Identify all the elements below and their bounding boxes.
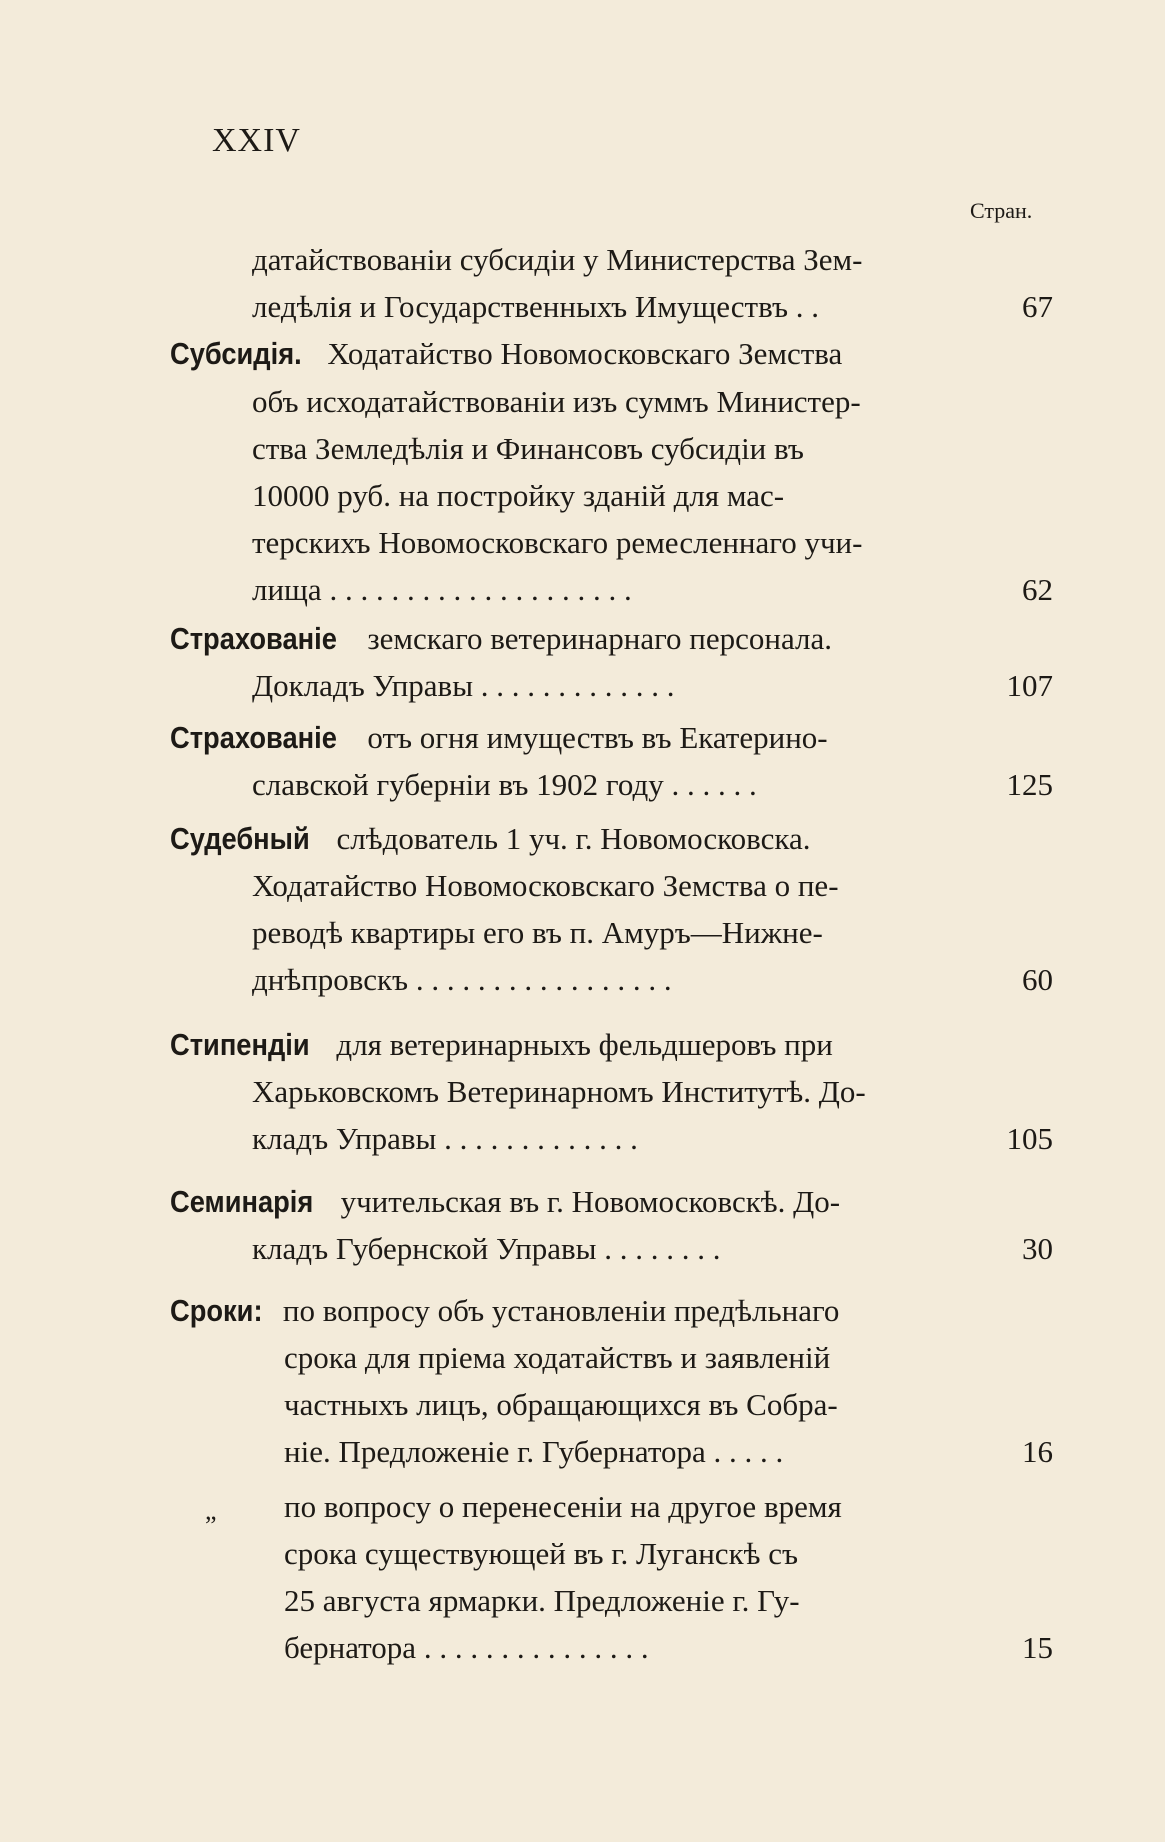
entry-heading: Страхованіе bbox=[170, 720, 337, 755]
entry-first-line bbox=[170, 714, 828, 762]
entry-line: 25 августа ярмарки. Предложеніе г. Гу- bbox=[284, 1583, 800, 1618]
page-ref: 30 bbox=[1022, 1231, 1053, 1266]
page-ref: 16 bbox=[1022, 1434, 1053, 1469]
entry-line: реводѣ квартиры его въ п. Амуръ—Нижне- bbox=[252, 915, 823, 950]
entry-line: ніе. Предложеніе г. Губернатора . . . . . bbox=[284, 1434, 784, 1469]
entry-line: славской губерніи въ 1902 году . . . . . . bbox=[252, 767, 757, 802]
page-ref: 62 bbox=[1022, 572, 1053, 607]
entry-first-line bbox=[170, 1178, 840, 1226]
entry-line: объ исходатайствованіи изъ суммъ Министер- bbox=[252, 384, 861, 419]
ditto-mark: „ bbox=[205, 1496, 217, 1525]
entry-line: терскихъ Новомосковскаго ремесленнаго учи- bbox=[252, 525, 863, 560]
entry-line: срока существующей въ г. Луганскѣ съ bbox=[284, 1536, 798, 1571]
entry-line: срока для пріема ходатайствъ и заявленій bbox=[284, 1340, 831, 1375]
entry-line: кладъ Управы . . . . . . . . . . . . . bbox=[252, 1121, 638, 1156]
page-ref: 60 bbox=[1022, 962, 1053, 997]
entry-heading: Субсидія. bbox=[170, 336, 302, 371]
entry-heading: Семинарія bbox=[170, 1184, 314, 1219]
page-number: XXIV bbox=[212, 122, 301, 159]
entry-line: учительская въ г. Новомосковскѣ. До- bbox=[332, 1184, 841, 1219]
entry-line: отъ огня имуществъ въ Екатерино- bbox=[359, 720, 828, 755]
entry-heading: Судебный bbox=[170, 821, 310, 856]
page-column-header: Стран. bbox=[970, 198, 1033, 223]
entry-line: Ходатайство Новомосковскаго Земства о пе- bbox=[252, 868, 839, 903]
page-ref: 15 bbox=[1022, 1630, 1053, 1665]
page-ref: 105 bbox=[1006, 1121, 1053, 1156]
entry-line: днѣпровскъ . . . . . . . . . . . . . . . . . bbox=[252, 962, 672, 997]
entry-first-line bbox=[170, 1021, 833, 1069]
entry-heading: Страхованіе bbox=[170, 621, 337, 656]
page-ref: 67 bbox=[1022, 289, 1053, 324]
entry-line: ства Земледѣлія и Финансовъ субсидіи въ bbox=[252, 431, 804, 466]
entry-first-line bbox=[170, 1287, 839, 1335]
entry-line: частныхъ лицъ, обращающихся въ Собра- bbox=[284, 1387, 838, 1422]
entry-first-line bbox=[170, 330, 842, 378]
entry-line: по вопросу о перенесеніи на другое время bbox=[284, 1489, 842, 1524]
entry-line: датайствованіи субсидіи у Министерства Зем- bbox=[252, 242, 863, 277]
entry-first-line bbox=[170, 815, 810, 863]
entry-first-line bbox=[170, 615, 832, 663]
entry-line: бернатора . . . . . . . . . . . . . . . bbox=[284, 1630, 649, 1665]
page-ref: 125 bbox=[1006, 767, 1053, 802]
entry-heading: Сроки: bbox=[170, 1293, 263, 1328]
entry-line: Харьковскомъ Ветеринарномъ Институтѣ. До- bbox=[252, 1074, 866, 1109]
entry-heading: Стипендіи bbox=[170, 1027, 310, 1062]
entry-line: лища . . . . . . . . . . . . . . . . . . . . bbox=[252, 572, 632, 607]
entry-line: Докладъ Управы . . . . . . . . . . . . . bbox=[252, 668, 675, 703]
entry-line: ледѣлія и Государственныхъ Имуществъ . . bbox=[252, 289, 819, 324]
entry-line: Ходатайство Новомосковскаго Земства bbox=[319, 336, 843, 371]
entry-line: 10000 руб. на постройку зданій для мас- bbox=[252, 478, 785, 513]
entry-line: кладъ Губернской Управы . . . . . . . . bbox=[252, 1231, 721, 1266]
entry-line: слѣдователь 1 уч. г. Новомосковска. bbox=[328, 821, 811, 856]
entry-line: по вопросу объ установленіи предѣльнаго bbox=[275, 1293, 840, 1328]
entry-line: для ветеринарныхъ фельдшеровъ при bbox=[328, 1027, 833, 1062]
page-ref: 107 bbox=[1006, 668, 1053, 703]
entry-line: земскаго ветеринарнаго персонала. bbox=[359, 621, 833, 656]
